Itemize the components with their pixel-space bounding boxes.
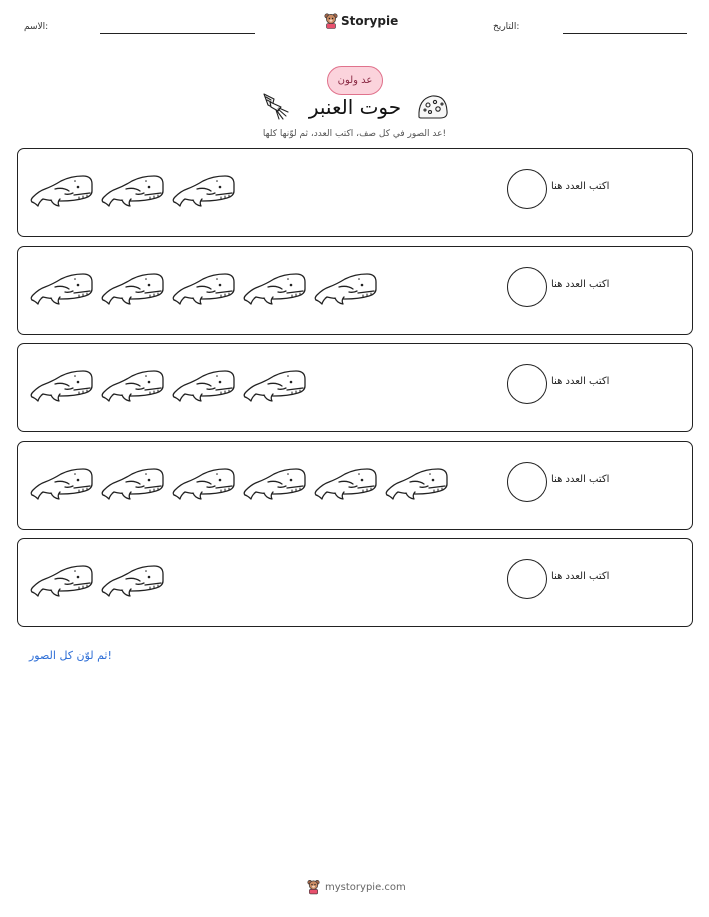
sperm-whale-outline-icon: [171, 267, 235, 307]
counting-row: [17, 343, 693, 432]
sperm-whale-outline-icon: [100, 364, 164, 404]
write-number-prompt: اكتب العدد هنا: [551, 376, 610, 387]
page-title: حوت العنبر: [308, 95, 402, 119]
sperm-whale-outline-icon: [171, 364, 235, 404]
squid-icon: [258, 90, 290, 122]
sperm-whale-outline-icon: [100, 267, 164, 307]
answer-circle[interactable]: [507, 559, 547, 599]
sperm-whale-outline-icon: [29, 364, 93, 404]
sperm-whale-outline-icon: [384, 462, 448, 502]
name-label: الاسم:: [24, 22, 49, 32]
footer-note: ثم لوّن كل الصور!: [29, 649, 112, 662]
storypie-bear-logo-icon: [307, 879, 320, 895]
name-line[interactable]: [100, 33, 255, 34]
count-and-color-badge: عد ولون: [327, 66, 383, 95]
site-footer: [307, 879, 406, 895]
write-number-prompt: اكتب العدد هنا: [551, 571, 610, 582]
date-line[interactable]: [563, 33, 687, 34]
storypie-bear-logo-icon: [324, 13, 338, 29]
sperm-whale-outline-icon: [29, 462, 93, 502]
write-number-prompt: اكتب العدد هنا: [551, 473, 610, 485]
answer-circle[interactable]: [507, 462, 547, 502]
answer-circle[interactable]: [507, 364, 547, 404]
sperm-whale-outline-icon: [100, 462, 164, 502]
whale-group: [29, 462, 448, 502]
counting-row: [17, 148, 693, 237]
answer-circle[interactable]: [507, 267, 547, 307]
brand: [324, 13, 398, 29]
ambergris-icon: [416, 91, 450, 121]
sperm-whale-outline-icon: [100, 169, 164, 209]
sperm-whale-outline-icon: [171, 462, 235, 502]
write-number-prompt: اكتب العدد هنا: [551, 278, 610, 290]
sperm-whale-outline-icon: [171, 169, 235, 209]
whale-group: [29, 364, 306, 404]
whale-group: [29, 169, 235, 209]
instructions: عد الصور في كل صف، اكتب العدد، ثم لوّنها كلها!: [262, 129, 447, 139]
sperm-whale-outline-icon: [313, 462, 377, 502]
sperm-whale-outline-icon: [242, 462, 306, 502]
whale-group: [29, 559, 164, 599]
brand-name: Storypie: [341, 14, 399, 28]
counting-row: [17, 538, 693, 627]
sperm-whale-outline-icon: [313, 267, 377, 307]
write-number-prompt: اكتب العدد هنا: [551, 181, 610, 192]
counting-row: [17, 246, 693, 335]
whale-group: [29, 267, 377, 307]
sperm-whale-outline-icon: [29, 559, 93, 599]
sperm-whale-outline-icon: [29, 169, 93, 209]
counting-row: [17, 441, 693, 530]
date-label: التاريخ:: [493, 22, 520, 32]
sperm-whale-outline-icon: [29, 267, 93, 307]
answer-circle[interactable]: [507, 169, 547, 209]
sperm-whale-outline-icon: [242, 267, 306, 307]
sperm-whale-outline-icon: [242, 364, 306, 404]
site-url: mystorypie.com: [325, 881, 406, 893]
sperm-whale-outline-icon: [100, 559, 164, 599]
